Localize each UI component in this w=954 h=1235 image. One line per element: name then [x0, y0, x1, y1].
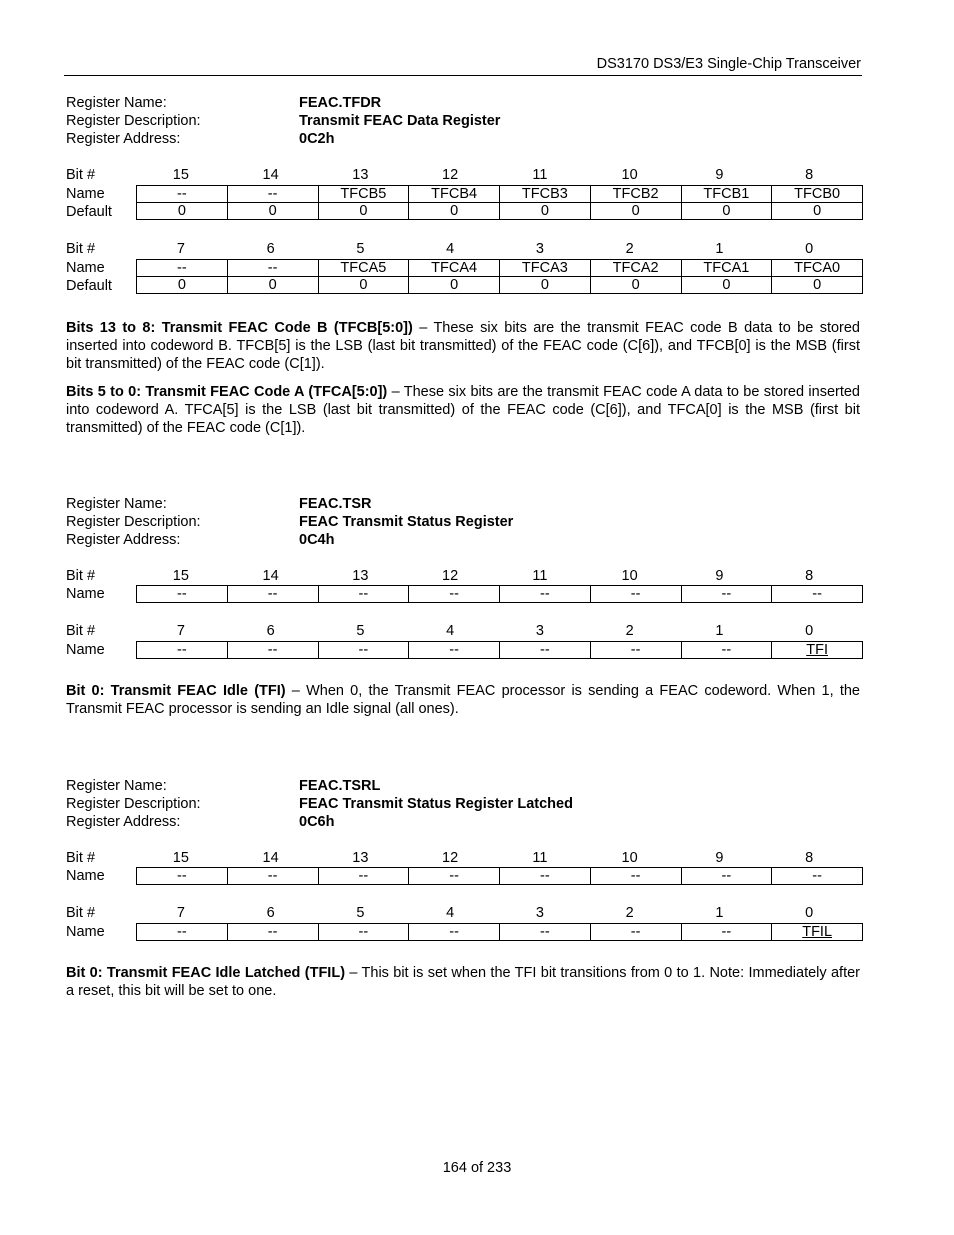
bit-field-name: TFCB4 [409, 186, 500, 203]
register-description-value: FEAC Transmit Status Register [299, 514, 514, 530]
bit-table-tfdr-high [66, 166, 860, 220]
bit-number-label: Bit # [66, 167, 96, 183]
bit-field-name: TFCA1 [681, 260, 772, 277]
bit-field-name: -- [227, 586, 318, 603]
bit-table-tsrl-low [66, 904, 860, 940]
bit-default-value: 0 [409, 277, 500, 294]
register-address-value: 0C6h [299, 814, 335, 830]
bit-number-label: Bit # [66, 905, 96, 921]
register-description-label: Register Description: [66, 113, 201, 129]
tfcb-description-text: – These six bits are the transmit FEAC code B data to be stored inserted into codeword B. TFCB[5] is the LSB (last bit transmitted) of the FEAC code (C[6]), and TFCB[0] is the MSB (first bit transmitted) of the FEAC code (C[1]). [66, 320, 860, 372]
bit-number-label: Bit # [66, 623, 96, 639]
tfil-description-heading: Bit 0: Transmit FEAC Idle Latched (TFIL) [66, 965, 346, 981]
bit-field-name: -- [500, 924, 591, 941]
bit-field-name-tfil: TFIL [772, 924, 863, 941]
bit-number: 8 [805, 167, 814, 183]
bit-number: 11 [532, 167, 548, 183]
bit-number: 5 [356, 241, 365, 257]
bit-number: 4 [446, 905, 455, 921]
bit-number-row [66, 567, 860, 585]
bit-field-name: -- [318, 924, 409, 941]
register-address-row [66, 130, 860, 148]
register-name-label: Register Name: [66, 95, 167, 111]
bit-number: 3 [535, 623, 544, 639]
bit-number: 6 [266, 623, 275, 639]
bit-number: 2 [625, 623, 634, 639]
bit-default-value: 0 [681, 203, 772, 220]
bit-field-name: -- [772, 586, 863, 603]
register-name-label: Register Name: [66, 496, 167, 512]
bit-field-name: -- [318, 642, 409, 659]
bit-default-value: 0 [318, 277, 409, 294]
bit-number: 10 [621, 568, 638, 584]
bit-number: 14 [262, 167, 279, 183]
default-row-label: Default [66, 278, 112, 294]
bit-field-name: TFCA3 [500, 260, 591, 277]
register-address-row [66, 531, 860, 549]
bit-field-name: -- [137, 642, 228, 659]
bit-field-name: TFCA5 [318, 260, 409, 277]
bit-number: 12 [442, 850, 459, 866]
bit-number: 15 [172, 167, 189, 183]
bit-number-row [66, 904, 860, 922]
bit-number: 9 [715, 850, 724, 866]
tfi-description-heading: Bit 0: Transmit FEAC Idle (TFI) [66, 683, 286, 699]
register-name-row [66, 777, 860, 795]
bit-number: 7 [176, 241, 185, 257]
bit-number: 14 [262, 568, 279, 584]
bit-number-row [66, 240, 860, 258]
bit-default-value: 0 [409, 203, 500, 220]
name-row [137, 868, 863, 885]
tfca-description-heading: Bits 5 to 0: Transmit FEAC Code A (TFCA[5:0]) [66, 384, 388, 400]
bit-field-name: -- [227, 260, 318, 277]
register-address-row [66, 813, 860, 831]
bit-number-row [66, 622, 860, 640]
bit-field-name: -- [137, 868, 228, 885]
bit-field-name: -- [409, 586, 500, 603]
bit-number: 9 [715, 568, 724, 584]
tfil-description-text: – This bit is set when the TFI bit transitions from 0 to 1. Note: Immediately after a reset, this bit will be set to one. [66, 965, 860, 999]
bit-number: 2 [625, 905, 634, 921]
bit-field-name: -- [681, 868, 772, 885]
bit-field-name: -- [500, 642, 591, 659]
bit-field-name: -- [500, 586, 591, 603]
bit-number: 13 [352, 850, 369, 866]
bit-number: 0 [805, 241, 814, 257]
bit-table-tsr-low [66, 622, 860, 658]
bit-field-name: -- [409, 924, 500, 941]
bit-field-name: -- [590, 642, 681, 659]
default-row-label: Default [66, 204, 112, 220]
name-row [137, 586, 863, 603]
bit-field-name: -- [409, 642, 500, 659]
bit-field-table [136, 585, 863, 603]
tfcb-description [66, 319, 860, 373]
bit-field-name: -- [227, 642, 318, 659]
bit-field-name: -- [137, 586, 228, 603]
bit-field-name: -- [227, 186, 318, 203]
bit-number: 12 [442, 167, 459, 183]
tfca-description-text: – These six bits are the transmit FEAC code A data to be stored inserted into codeword A. TFCA[5] is the LSB (last bit transmitted) of the FEAC code (C[6]), and TFCA[0] is the MSB (first bit transmitted) of the FEAC code (C[1]). [66, 384, 860, 436]
bit-table-tsrl-high [66, 849, 860, 884]
register-description-row [66, 513, 860, 531]
bit-number: 6 [266, 905, 275, 921]
bit-number: 0 [805, 905, 814, 921]
bit-number: 11 [532, 568, 548, 584]
bit-number: 1 [715, 623, 724, 639]
bit-field-name: TFCB3 [500, 186, 591, 203]
bit-field-name: TFCA2 [590, 260, 681, 277]
register-description-label: Register Description: [66, 796, 201, 812]
bit-field-name: -- [137, 924, 228, 941]
bit-field-name: -- [681, 924, 772, 941]
bit-field-name: -- [590, 924, 681, 941]
bit-number: 3 [535, 241, 544, 257]
name-row-label: Name [66, 186, 105, 202]
bit-field-name: TFCB1 [681, 186, 772, 203]
default-row [137, 203, 863, 220]
bit-number: 4 [446, 623, 455, 639]
bit-default-value: 0 [227, 203, 318, 220]
register-address-value: 0C4h [299, 532, 335, 548]
register-description-value: Transmit FEAC Data Register [299, 113, 501, 129]
bit-number: 3 [535, 905, 544, 921]
bit-field-name: -- [227, 924, 318, 941]
bit-field-name: -- [590, 868, 681, 885]
bit-number: 5 [356, 623, 365, 639]
bit-number: 10 [621, 850, 638, 866]
bit-number: 13 [352, 167, 369, 183]
bit-default-value: 0 [500, 203, 591, 220]
bit-number: 1 [715, 905, 724, 921]
bit-number: 13 [352, 568, 369, 584]
register-block-tsrl [66, 777, 860, 831]
register-name-row [66, 495, 860, 513]
bit-number-label: Bit # [66, 850, 96, 866]
bit-number: 15 [172, 568, 189, 584]
bit-field-name: -- [409, 868, 500, 885]
bit-field-name: -- [500, 868, 591, 885]
name-row-label: Name [66, 868, 105, 884]
tfi-description-text: – When 0, the Transmit FEAC processor is sending a FEAC codeword. When 1, the Transmit FEAC processor is sending an Idle signal (all ones). [66, 683, 860, 717]
bit-number-row [66, 849, 860, 867]
bit-field-name: -- [681, 586, 772, 603]
bit-field-name: TFCB2 [590, 186, 681, 203]
name-row [137, 186, 863, 203]
register-name-row [66, 94, 860, 112]
bit-number: 0 [805, 623, 814, 639]
bit-field-table [136, 923, 863, 941]
register-address-label: Register Address: [66, 131, 181, 147]
bit-number: 14 [262, 850, 279, 866]
bit-number: 6 [266, 241, 275, 257]
bit-field-name: TFCB0 [772, 186, 863, 203]
bit-default-value: 0 [772, 203, 863, 220]
bit-number: 2 [625, 241, 634, 257]
register-name-value: FEAC.TSRL [299, 778, 381, 794]
register-block-tfdr [66, 94, 860, 148]
bit-default-value: 0 [318, 203, 409, 220]
bit-field-table [136, 259, 863, 294]
name-row [137, 642, 863, 659]
bit-number-label: Bit # [66, 568, 96, 584]
bit-default-value: 0 [590, 277, 681, 294]
bit-table-tfdr-low [66, 240, 860, 294]
bit-table-tsr-high [66, 567, 860, 602]
register-name-label: Register Name: [66, 778, 167, 794]
bit-number: 12 [442, 568, 459, 584]
bit-default-value: 0 [681, 277, 772, 294]
register-block-tsr [66, 495, 860, 549]
page-number: 164 of 233 [442, 1160, 512, 1176]
bit-default-value: 0 [137, 203, 228, 220]
bit-number: 5 [356, 905, 365, 921]
register-address-value: 0C2h [299, 131, 335, 147]
register-name-value: FEAC.TFDR [299, 95, 382, 111]
name-row [137, 924, 863, 941]
bit-field-name: -- [681, 642, 772, 659]
tfcb-description-heading: Bits 13 to 8: Transmit FEAC Code B (TFCB[5:0]) [66, 320, 413, 336]
name-row-label: Name [66, 924, 105, 940]
header-divider [64, 75, 862, 76]
name-row [137, 260, 863, 277]
register-description-value: FEAC Transmit Status Register Latched [299, 796, 573, 812]
bit-number: 9 [715, 167, 724, 183]
bit-default-value: 0 [590, 203, 681, 220]
bit-number: 1 [715, 241, 724, 257]
bit-number-label: Bit # [66, 241, 96, 257]
bit-number: 15 [172, 850, 189, 866]
bit-field-name: TFCA4 [409, 260, 500, 277]
bit-field-name: -- [227, 868, 318, 885]
bit-number: 10 [621, 167, 638, 183]
bit-number: 8 [805, 568, 814, 584]
bit-default-value: 0 [500, 277, 591, 294]
bit-field-name: -- [137, 186, 228, 203]
bit-field-name: -- [590, 586, 681, 603]
document-header-title: DS3170 DS3/E3 Single-Chip Transceiver [596, 56, 861, 72]
bit-field-name: TFCA0 [772, 260, 863, 277]
bit-field-table [136, 185, 863, 220]
bit-number-row [66, 166, 860, 184]
name-row-label: Name [66, 642, 105, 658]
bit-number: 11 [532, 850, 548, 866]
bit-field-table [136, 867, 863, 885]
bit-default-value: 0 [227, 277, 318, 294]
tfi-description [66, 682, 860, 718]
bit-default-value: 0 [772, 277, 863, 294]
name-row-label: Name [66, 260, 105, 276]
bit-field-name: -- [137, 260, 228, 277]
register-address-label: Register Address: [66, 814, 181, 830]
bit-number: 7 [176, 623, 185, 639]
tfil-description [66, 964, 860, 1000]
bit-field-name-tfi: TFI [772, 642, 863, 659]
register-description-row [66, 795, 860, 813]
bit-number: 7 [176, 905, 185, 921]
bit-number: 8 [805, 850, 814, 866]
tfca-description [66, 383, 860, 437]
bit-field-name: -- [318, 586, 409, 603]
name-row-label: Name [66, 586, 105, 602]
bit-number: 4 [446, 241, 455, 257]
bit-field-name: TFCB5 [318, 186, 409, 203]
register-name-value: FEAC.TSR [299, 496, 372, 512]
register-address-label: Register Address: [66, 532, 181, 548]
bit-field-name: -- [772, 868, 863, 885]
default-row [137, 277, 863, 294]
bit-default-value: 0 [137, 277, 228, 294]
bit-field-name: -- [318, 868, 409, 885]
register-description-row [66, 112, 860, 130]
register-description-label: Register Description: [66, 514, 201, 530]
bit-field-table [136, 641, 863, 659]
